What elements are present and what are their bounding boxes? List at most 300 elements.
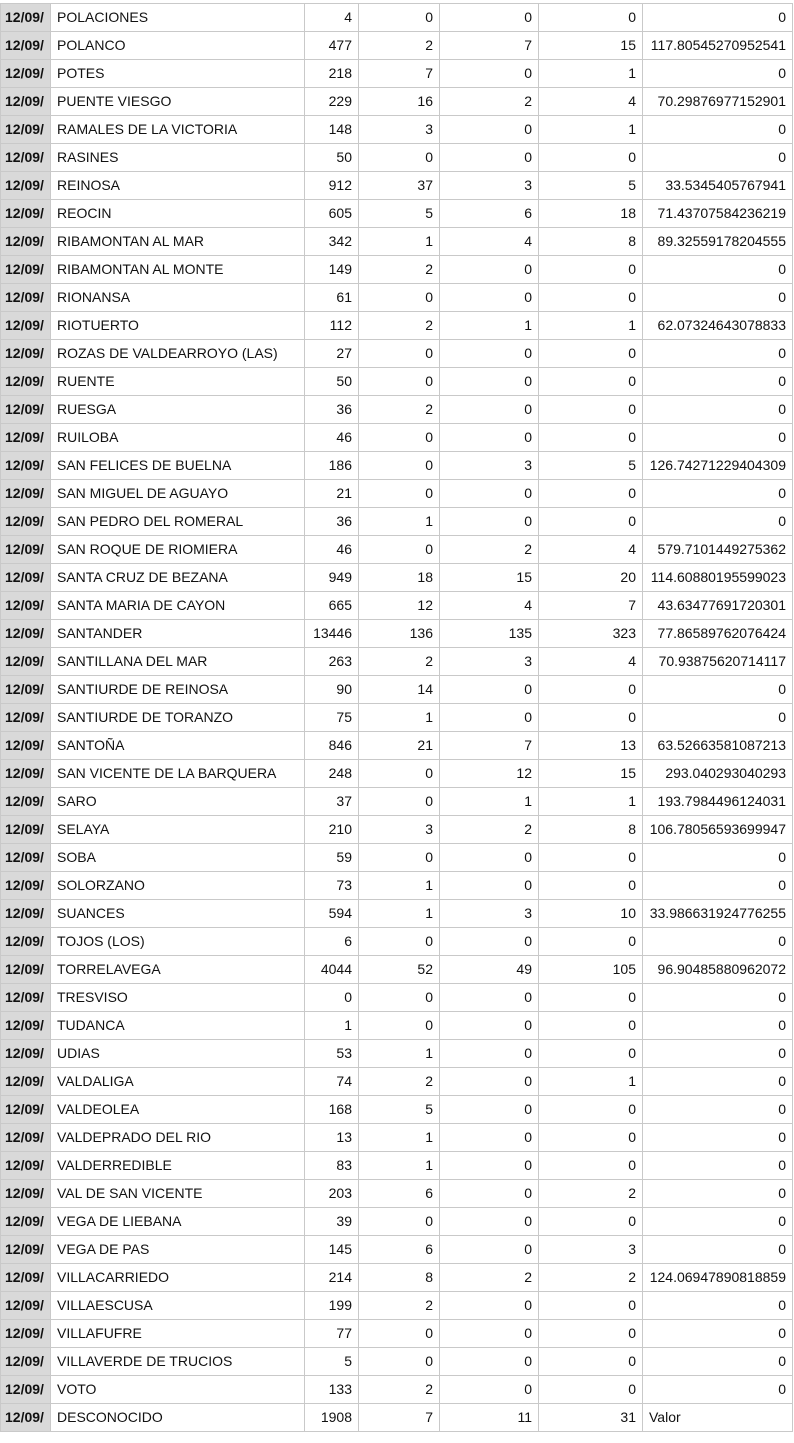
date-cell[interactable]: 12/09/ <box>1 620 51 648</box>
municipality-cell[interactable]: VAL DE SAN VICENTE <box>51 1180 305 1208</box>
rate-cell[interactable]: 0 <box>643 1236 793 1264</box>
count-cell-d[interactable]: 4 <box>539 536 643 564</box>
municipality-cell[interactable]: REINOSA <box>51 172 305 200</box>
count-cell-d[interactable]: 0 <box>539 480 643 508</box>
count-cell-b[interactable]: 0 <box>359 984 440 1012</box>
count-cell-b[interactable]: 14 <box>359 676 440 704</box>
rate-cell[interactable]: 124.06947890818859 <box>643 1264 793 1292</box>
count-cell-d[interactable]: 31 <box>539 1404 643 1432</box>
count-cell-b[interactable]: 1 <box>359 228 440 256</box>
count-cell-b[interactable]: 6 <box>359 1180 440 1208</box>
count-cell-b[interactable]: 2 <box>359 1376 440 1404</box>
date-cell[interactable]: 12/09/ <box>1 564 51 592</box>
count-cell-c[interactable]: 0 <box>440 116 539 144</box>
count-cell-c[interactable]: 7 <box>440 732 539 760</box>
count-cell-d[interactable]: 1 <box>539 788 643 816</box>
date-cell[interactable]: 12/09/ <box>1 1376 51 1404</box>
municipality-cell[interactable]: VALDEPRADO DEL RIO <box>51 1124 305 1152</box>
count-cell-c[interactable]: 12 <box>440 760 539 788</box>
rate-cell[interactable]: 71.43707584236219 <box>643 200 793 228</box>
count-cell-a[interactable]: 6 <box>305 928 359 956</box>
rate-cell[interactable]: 0 <box>643 508 793 536</box>
count-cell-c[interactable]: 0 <box>440 984 539 1012</box>
municipality-cell[interactable]: VALDEOLEA <box>51 1096 305 1124</box>
count-cell-d[interactable]: 8 <box>539 816 643 844</box>
count-cell-c[interactable]: 2 <box>440 816 539 844</box>
date-cell[interactable]: 12/09/ <box>1 284 51 312</box>
count-cell-b[interactable]: 12 <box>359 592 440 620</box>
count-cell-a[interactable]: 50 <box>305 144 359 172</box>
count-cell-b[interactable]: 0 <box>359 1012 440 1040</box>
municipality-cell[interactable]: VILLAVERDE DE TRUCIOS <box>51 1348 305 1376</box>
date-cell[interactable]: 12/09/ <box>1 956 51 984</box>
municipality-cell[interactable]: TOJOS (LOS) <box>51 928 305 956</box>
date-cell[interactable]: 12/09/ <box>1 648 51 676</box>
rate-cell[interactable]: 0 <box>643 676 793 704</box>
date-cell[interactable]: 12/09/ <box>1 1012 51 1040</box>
rate-cell[interactable]: 0 <box>643 396 793 424</box>
rate-cell[interactable]: 0 <box>643 1124 793 1152</box>
municipality-cell[interactable]: RAMALES DE LA VICTORIA <box>51 116 305 144</box>
count-cell-b[interactable]: 1 <box>359 1152 440 1180</box>
count-cell-c[interactable]: 0 <box>440 1124 539 1152</box>
count-cell-a[interactable]: 133 <box>305 1376 359 1404</box>
municipality-cell[interactable]: VEGA DE PAS <box>51 1236 305 1264</box>
count-cell-b[interactable]: 0 <box>359 928 440 956</box>
rate-cell[interactable]: 0 <box>643 1292 793 1320</box>
rate-cell[interactable]: 117.80545270952541 <box>643 32 793 60</box>
date-cell[interactable]: 12/09/ <box>1 88 51 116</box>
count-cell-d[interactable]: 4 <box>539 88 643 116</box>
count-cell-d[interactable]: 0 <box>539 284 643 312</box>
count-cell-b[interactable]: 1 <box>359 704 440 732</box>
date-cell[interactable]: 12/09/ <box>1 452 51 480</box>
count-cell-a[interactable]: 1 <box>305 1012 359 1040</box>
count-cell-a[interactable]: 4 <box>305 4 359 32</box>
count-cell-c[interactable]: 0 <box>440 480 539 508</box>
count-cell-d[interactable]: 0 <box>539 1320 643 1348</box>
count-cell-d[interactable]: 0 <box>539 1096 643 1124</box>
count-cell-d[interactable]: 0 <box>539 676 643 704</box>
count-cell-c[interactable]: 0 <box>440 4 539 32</box>
count-cell-d[interactable]: 18 <box>539 200 643 228</box>
count-cell-a[interactable]: 145 <box>305 1236 359 1264</box>
count-cell-c[interactable]: 0 <box>440 1236 539 1264</box>
count-cell-a[interactable]: 665 <box>305 592 359 620</box>
count-cell-b[interactable]: 37 <box>359 172 440 200</box>
count-cell-b[interactable]: 52 <box>359 956 440 984</box>
municipality-cell[interactable]: POTES <box>51 60 305 88</box>
count-cell-b[interactable]: 2 <box>359 32 440 60</box>
rate-cell[interactable]: 70.93875620714117 <box>643 648 793 676</box>
date-cell[interactable]: 12/09/ <box>1 816 51 844</box>
municipality-cell[interactable]: SANTANDER <box>51 620 305 648</box>
count-cell-b[interactable]: 5 <box>359 1096 440 1124</box>
count-cell-a[interactable]: 13 <box>305 1124 359 1152</box>
count-cell-a[interactable]: 949 <box>305 564 359 592</box>
date-cell[interactable]: 12/09/ <box>1 1264 51 1292</box>
count-cell-b[interactable]: 21 <box>359 732 440 760</box>
municipality-cell[interactable]: TORRELAVEGA <box>51 956 305 984</box>
date-cell[interactable]: 12/09/ <box>1 844 51 872</box>
date-cell[interactable]: 12/09/ <box>1 984 51 1012</box>
count-cell-c[interactable]: 11 <box>440 1404 539 1432</box>
count-cell-a[interactable]: 37 <box>305 788 359 816</box>
count-cell-c[interactable]: 3 <box>440 452 539 480</box>
municipality-cell[interactable]: SOLORZANO <box>51 872 305 900</box>
rate-cell[interactable]: 114.60880195599023 <box>643 564 793 592</box>
rate-cell[interactable]: 0 <box>643 1208 793 1236</box>
count-cell-d[interactable]: 0 <box>539 1292 643 1320</box>
rate-cell[interactable]: 62.07324643078833 <box>643 312 793 340</box>
count-cell-c[interactable]: 3 <box>440 648 539 676</box>
count-cell-d[interactable]: 0 <box>539 844 643 872</box>
count-cell-a[interactable]: 0 <box>305 984 359 1012</box>
municipality-cell[interactable]: SAN FELICES DE BUELNA <box>51 452 305 480</box>
municipality-cell[interactable]: VILLAFUFRE <box>51 1320 305 1348</box>
municipality-cell[interactable]: TRESVISO <box>51 984 305 1012</box>
count-cell-b[interactable]: 0 <box>359 788 440 816</box>
count-cell-d[interactable]: 0 <box>539 1040 643 1068</box>
count-cell-c[interactable]: 0 <box>440 368 539 396</box>
count-cell-b[interactable]: 0 <box>359 144 440 172</box>
municipality-cell[interactable]: SANTA MARIA DE CAYON <box>51 592 305 620</box>
count-cell-d[interactable]: 0 <box>539 368 643 396</box>
count-cell-a[interactable]: 203 <box>305 1180 359 1208</box>
date-cell[interactable]: 12/09/ <box>1 1236 51 1264</box>
count-cell-a[interactable]: 74 <box>305 1068 359 1096</box>
municipality-cell[interactable]: SAN VICENTE DE LA BARQUERA <box>51 760 305 788</box>
date-cell[interactable]: 12/09/ <box>1 200 51 228</box>
count-cell-b[interactable]: 1 <box>359 508 440 536</box>
date-cell[interactable]: 12/09/ <box>1 144 51 172</box>
count-cell-d[interactable]: 323 <box>539 620 643 648</box>
rate-cell[interactable]: 0 <box>643 424 793 452</box>
date-cell[interactable]: 12/09/ <box>1 732 51 760</box>
count-cell-a[interactable]: 218 <box>305 60 359 88</box>
count-cell-d[interactable]: 0 <box>539 872 643 900</box>
count-cell-d[interactable]: 0 <box>539 508 643 536</box>
rate-cell[interactable]: 0 <box>643 1348 793 1376</box>
municipality-cell[interactable]: RIBAMONTAN AL MAR <box>51 228 305 256</box>
rate-cell[interactable]: 0 <box>643 60 793 88</box>
rate-cell[interactable]: 63.52663581087213 <box>643 732 793 760</box>
count-cell-a[interactable]: 912 <box>305 172 359 200</box>
rate-cell[interactable]: 0 <box>643 844 793 872</box>
count-cell-c[interactable]: 0 <box>440 396 539 424</box>
count-cell-a[interactable]: 214 <box>305 1264 359 1292</box>
count-cell-a[interactable]: 39 <box>305 1208 359 1236</box>
count-cell-b[interactable]: 0 <box>359 1320 440 1348</box>
municipality-cell[interactable]: VOTO <box>51 1376 305 1404</box>
count-cell-a[interactable]: 5 <box>305 1348 359 1376</box>
rate-cell[interactable]: 70.29876977152901 <box>643 88 793 116</box>
date-cell[interactable]: 12/09/ <box>1 1068 51 1096</box>
rate-cell[interactable]: 0 <box>643 256 793 284</box>
count-cell-d[interactable]: 1 <box>539 116 643 144</box>
count-cell-a[interactable]: 186 <box>305 452 359 480</box>
date-cell[interactable]: 12/09/ <box>1 928 51 956</box>
count-cell-a[interactable]: 75 <box>305 704 359 732</box>
rate-cell[interactable]: 43.63477691720301 <box>643 592 793 620</box>
count-cell-a[interactable]: 13446 <box>305 620 359 648</box>
date-cell[interactable]: 12/09/ <box>1 1124 51 1152</box>
count-cell-a[interactable]: 168 <box>305 1096 359 1124</box>
municipality-cell[interactable]: SANTILLANA DEL MAR <box>51 648 305 676</box>
count-cell-c[interactable]: 4 <box>440 228 539 256</box>
count-cell-c[interactable]: 0 <box>440 508 539 536</box>
count-cell-c[interactable]: 0 <box>440 844 539 872</box>
date-cell[interactable]: 12/09/ <box>1 312 51 340</box>
count-cell-c[interactable]: 7 <box>440 32 539 60</box>
count-cell-d[interactable]: 0 <box>539 1152 643 1180</box>
count-cell-b[interactable]: 1 <box>359 1124 440 1152</box>
count-cell-a[interactable]: 46 <box>305 424 359 452</box>
count-cell-b[interactable]: 2 <box>359 396 440 424</box>
municipality-cell[interactable]: SANTOÑA <box>51 732 305 760</box>
rate-cell[interactable]: 0 <box>643 368 793 396</box>
count-cell-d[interactable]: 0 <box>539 1012 643 1040</box>
rate-cell[interactable]: 0 <box>643 284 793 312</box>
rate-cell[interactable]: 0 <box>643 480 793 508</box>
count-cell-c[interactable]: 0 <box>440 340 539 368</box>
municipality-cell[interactable]: SAN MIGUEL DE AGUAYO <box>51 480 305 508</box>
count-cell-d[interactable]: 0 <box>539 396 643 424</box>
count-cell-b[interactable]: 0 <box>359 536 440 564</box>
count-cell-b[interactable]: 5 <box>359 200 440 228</box>
count-cell-b[interactable]: 0 <box>359 368 440 396</box>
date-cell[interactable]: 12/09/ <box>1 228 51 256</box>
date-cell[interactable]: 12/09/ <box>1 704 51 732</box>
count-cell-b[interactable]: 0 <box>359 480 440 508</box>
count-cell-b[interactable]: 3 <box>359 816 440 844</box>
count-cell-a[interactable]: 149 <box>305 256 359 284</box>
rate-cell[interactable]: 0 <box>643 340 793 368</box>
municipality-cell[interactable]: VEGA DE LIEBANA <box>51 1208 305 1236</box>
date-cell[interactable]: 12/09/ <box>1 396 51 424</box>
rate-cell[interactable]: 96.90485880962072 <box>643 956 793 984</box>
count-cell-b[interactable]: 0 <box>359 340 440 368</box>
count-cell-b[interactable]: 16 <box>359 88 440 116</box>
count-cell-c[interactable]: 15 <box>440 564 539 592</box>
municipality-cell[interactable]: POLANCO <box>51 32 305 60</box>
rate-cell[interactable]: 0 <box>643 1152 793 1180</box>
municipality-cell[interactable]: ROZAS DE VALDEARROYO (LAS) <box>51 340 305 368</box>
count-cell-d[interactable]: 0 <box>539 424 643 452</box>
municipality-cell[interactable]: RASINES <box>51 144 305 172</box>
count-cell-c[interactable]: 0 <box>440 872 539 900</box>
count-cell-d[interactable]: 5 <box>539 452 643 480</box>
count-cell-a[interactable]: 112 <box>305 312 359 340</box>
municipality-cell[interactable]: RIBAMONTAN AL MONTE <box>51 256 305 284</box>
count-cell-d[interactable]: 7 <box>539 592 643 620</box>
count-cell-d[interactable]: 0 <box>539 984 643 1012</box>
date-cell[interactable]: 12/09/ <box>1 872 51 900</box>
municipality-cell[interactable]: SAN ROQUE DE RIOMIERA <box>51 536 305 564</box>
municipality-cell[interactable]: SAN PEDRO DEL ROMERAL <box>51 508 305 536</box>
count-cell-b[interactable]: 0 <box>359 452 440 480</box>
date-cell[interactable]: 12/09/ <box>1 1152 51 1180</box>
count-cell-d[interactable]: 0 <box>539 704 643 732</box>
count-cell-a[interactable]: 1908 <box>305 1404 359 1432</box>
count-cell-a[interactable]: 148 <box>305 116 359 144</box>
count-cell-a[interactable]: 605 <box>305 200 359 228</box>
rate-cell[interactable]: 0 <box>643 1012 793 1040</box>
rate-cell[interactable]: 0 <box>643 4 793 32</box>
count-cell-d[interactable]: 0 <box>539 1124 643 1152</box>
date-cell[interactable]: 12/09/ <box>1 424 51 452</box>
count-cell-d[interactable]: 0 <box>539 928 643 956</box>
rate-cell[interactable]: 0 <box>643 1320 793 1348</box>
municipality-cell[interactable]: REOCIN <box>51 200 305 228</box>
count-cell-c[interactable]: 0 <box>440 1096 539 1124</box>
count-cell-c[interactable]: 2 <box>440 536 539 564</box>
rate-cell[interactable]: 0 <box>643 1180 793 1208</box>
date-cell[interactable]: 12/09/ <box>1 256 51 284</box>
count-cell-d[interactable]: 0 <box>539 4 643 32</box>
count-cell-d[interactable]: 4 <box>539 648 643 676</box>
count-cell-d[interactable]: 0 <box>539 340 643 368</box>
count-cell-d[interactable]: 0 <box>539 256 643 284</box>
count-cell-d[interactable]: 0 <box>539 1376 643 1404</box>
count-cell-a[interactable]: 46 <box>305 536 359 564</box>
count-cell-a[interactable]: 36 <box>305 396 359 424</box>
municipality-cell[interactable]: VILLACARRIEDO <box>51 1264 305 1292</box>
count-cell-c[interactable]: 0 <box>440 1320 539 1348</box>
municipality-cell[interactable]: VALDALIGA <box>51 1068 305 1096</box>
date-cell[interactable]: 12/09/ <box>1 368 51 396</box>
count-cell-d[interactable]: 1 <box>539 1068 643 1096</box>
count-cell-c[interactable]: 135 <box>440 620 539 648</box>
date-cell[interactable]: 12/09/ <box>1 788 51 816</box>
count-cell-b[interactable]: 0 <box>359 4 440 32</box>
count-cell-b[interactable]: 0 <box>359 844 440 872</box>
rate-cell[interactable]: 0 <box>643 1096 793 1124</box>
count-cell-a[interactable]: 210 <box>305 816 359 844</box>
count-cell-b[interactable]: 18 <box>359 564 440 592</box>
count-cell-b[interactable]: 0 <box>359 424 440 452</box>
count-cell-d[interactable]: 2 <box>539 1264 643 1292</box>
rate-cell[interactable]: 77.86589762076424 <box>643 620 793 648</box>
count-cell-b[interactable]: 1 <box>359 900 440 928</box>
date-cell[interactable]: 12/09/ <box>1 900 51 928</box>
count-cell-a[interactable]: 27 <box>305 340 359 368</box>
count-cell-c[interactable]: 0 <box>440 1348 539 1376</box>
count-cell-a[interactable]: 248 <box>305 760 359 788</box>
count-cell-a[interactable]: 90 <box>305 676 359 704</box>
count-cell-c[interactable]: 0 <box>440 144 539 172</box>
count-cell-b[interactable]: 6 <box>359 1236 440 1264</box>
count-cell-c[interactable]: 0 <box>440 1040 539 1068</box>
date-cell[interactable]: 12/09/ <box>1 1208 51 1236</box>
rate-cell[interactable]: 89.32559178204555 <box>643 228 793 256</box>
count-cell-d[interactable]: 0 <box>539 144 643 172</box>
count-cell-a[interactable]: 83 <box>305 1152 359 1180</box>
count-cell-a[interactable]: 199 <box>305 1292 359 1320</box>
count-cell-b[interactable]: 8 <box>359 1264 440 1292</box>
count-cell-c[interactable]: 0 <box>440 60 539 88</box>
municipality-cell[interactable]: VALDERREDIBLE <box>51 1152 305 1180</box>
count-cell-a[interactable]: 263 <box>305 648 359 676</box>
count-cell-a[interactable]: 4044 <box>305 956 359 984</box>
rate-cell[interactable]: 293.040293040293 <box>643 760 793 788</box>
count-cell-b[interactable]: 0 <box>359 1208 440 1236</box>
count-cell-d[interactable]: 105 <box>539 956 643 984</box>
rate-cell[interactable]: 0 <box>643 872 793 900</box>
count-cell-a[interactable]: 77 <box>305 1320 359 1348</box>
count-cell-b[interactable]: 7 <box>359 60 440 88</box>
count-cell-b[interactable]: 2 <box>359 1068 440 1096</box>
date-cell[interactable]: 12/09/ <box>1 1320 51 1348</box>
count-cell-d[interactable]: 0 <box>539 1208 643 1236</box>
date-cell[interactable]: 12/09/ <box>1 172 51 200</box>
date-cell[interactable]: 12/09/ <box>1 536 51 564</box>
rate-cell[interactable]: Valor <box>643 1404 793 1432</box>
date-cell[interactable]: 12/09/ <box>1 340 51 368</box>
count-cell-d[interactable]: 1 <box>539 60 643 88</box>
count-cell-d[interactable]: 10 <box>539 900 643 928</box>
count-cell-d[interactable]: 0 <box>539 1348 643 1376</box>
count-cell-c[interactable]: 0 <box>440 1012 539 1040</box>
municipality-cell[interactable]: PUENTE VIESGO <box>51 88 305 116</box>
count-cell-c[interactable]: 0 <box>440 704 539 732</box>
municipality-cell[interactable]: SARO <box>51 788 305 816</box>
rate-cell[interactable]: 0 <box>643 928 793 956</box>
municipality-cell[interactable]: RIONANSA <box>51 284 305 312</box>
count-cell-b[interactable]: 0 <box>359 284 440 312</box>
count-cell-b[interactable]: 2 <box>359 312 440 340</box>
count-cell-d[interactable]: 5 <box>539 172 643 200</box>
count-cell-d[interactable]: 13 <box>539 732 643 760</box>
rate-cell[interactable]: 106.78056593699947 <box>643 816 793 844</box>
count-cell-c[interactable]: 4 <box>440 592 539 620</box>
count-cell-a[interactable]: 61 <box>305 284 359 312</box>
rate-cell[interactable]: 0 <box>643 1376 793 1404</box>
count-cell-c[interactable]: 0 <box>440 1376 539 1404</box>
municipality-cell[interactable]: DESCONOCIDO <box>51 1404 305 1432</box>
count-cell-a[interactable]: 594 <box>305 900 359 928</box>
count-cell-d[interactable]: 3 <box>539 1236 643 1264</box>
date-cell[interactable]: 12/09/ <box>1 508 51 536</box>
count-cell-c[interactable]: 0 <box>440 1152 539 1180</box>
count-cell-b[interactable]: 3 <box>359 116 440 144</box>
count-cell-d[interactable]: 20 <box>539 564 643 592</box>
municipality-cell[interactable]: RUENTE <box>51 368 305 396</box>
date-cell[interactable]: 12/09/ <box>1 592 51 620</box>
date-cell[interactable]: 12/09/ <box>1 1348 51 1376</box>
rate-cell[interactable]: 126.74271229404309 <box>643 452 793 480</box>
municipality-cell[interactable]: POLACIONES <box>51 4 305 32</box>
count-cell-b[interactable]: 0 <box>359 760 440 788</box>
count-cell-c[interactable]: 2 <box>440 88 539 116</box>
date-cell[interactable]: 12/09/ <box>1 1096 51 1124</box>
count-cell-c[interactable]: 0 <box>440 424 539 452</box>
count-cell-a[interactable]: 229 <box>305 88 359 116</box>
count-cell-c[interactable]: 0 <box>440 1180 539 1208</box>
municipality-cell[interactable]: SANTIURDE DE TORANZO <box>51 704 305 732</box>
count-cell-a[interactable]: 342 <box>305 228 359 256</box>
count-cell-b[interactable]: 0 <box>359 1348 440 1376</box>
count-cell-d[interactable]: 15 <box>539 32 643 60</box>
municipality-cell[interactable]: SELAYA <box>51 816 305 844</box>
count-cell-a[interactable]: 846 <box>305 732 359 760</box>
count-cell-c[interactable]: 6 <box>440 200 539 228</box>
municipality-cell[interactable]: RIOTUERTO <box>51 312 305 340</box>
rate-cell[interactable]: 579.7101449275362 <box>643 536 793 564</box>
municipality-cell[interactable]: SANTA CRUZ DE BEZANA <box>51 564 305 592</box>
count-cell-c[interactable]: 0 <box>440 1292 539 1320</box>
date-cell[interactable]: 12/09/ <box>1 1180 51 1208</box>
